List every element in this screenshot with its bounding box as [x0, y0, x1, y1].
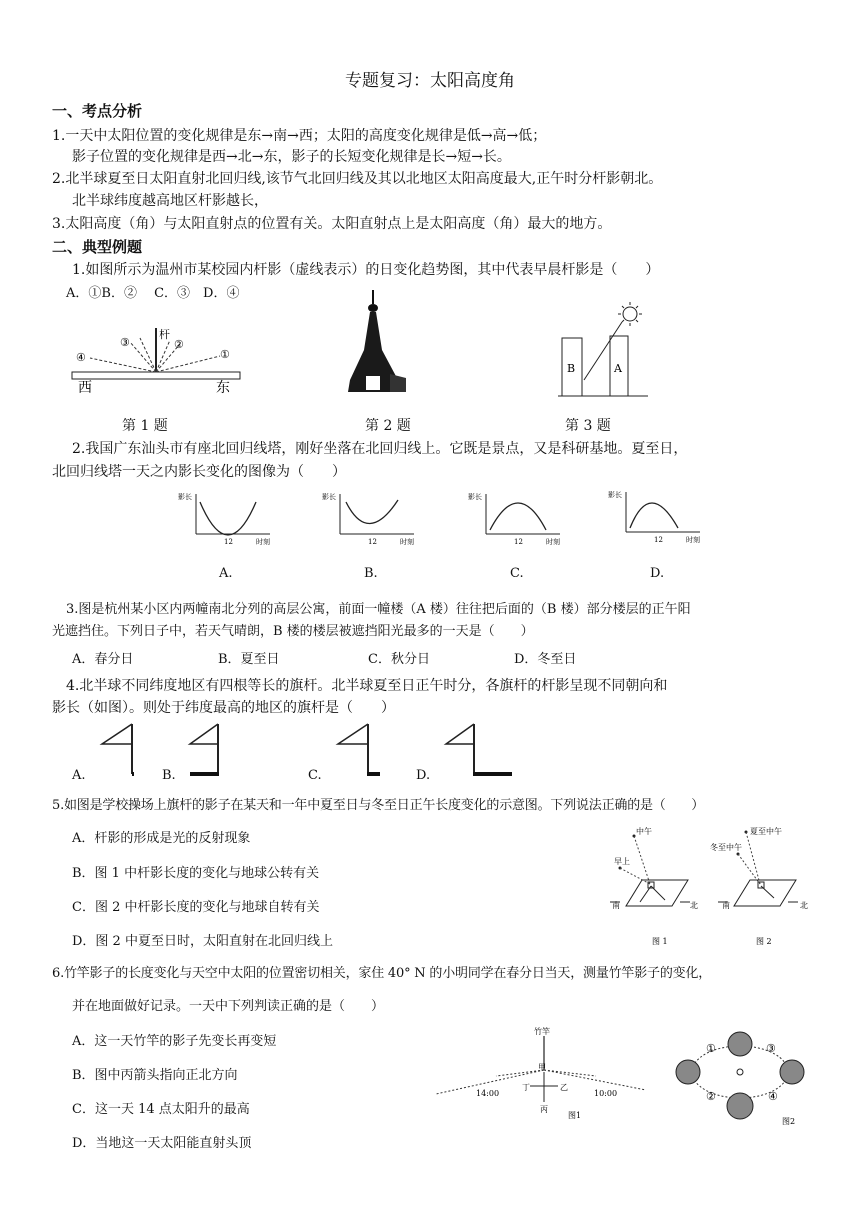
q5-fig1-label: 图 1: [652, 937, 668, 946]
q2-option-a: A.: [219, 566, 233, 581]
section-heading-analysis: 一、考点分析: [52, 102, 143, 120]
q2b-xlabel: 时刻: [400, 538, 414, 546]
q5-option-c: C．图 2 中杆影长度的变化与地球自转有关: [72, 900, 320, 915]
analysis-line-1b: 影子位置的变化规律是西→北→东，影子的长短变化规律是长→短→长。: [72, 149, 511, 165]
q3-building-a-label: A: [614, 362, 622, 375]
q3-option-b: B．夏至日: [218, 652, 280, 667]
q2b-ylabel: 影长: [322, 493, 336, 501]
q6-fig2-label: 图2: [782, 1117, 796, 1126]
q6-mark-1: ①: [706, 1042, 716, 1055]
q5-south-label-2: 南: [722, 901, 730, 910]
q5-north-label-2: 北: [800, 901, 808, 910]
q2c-ylabel: 影长: [468, 493, 482, 501]
q5-summer-label: 夏至中午: [750, 827, 782, 836]
q1-west-label: 西: [78, 380, 92, 396]
q5-noon-label: 中午: [636, 827, 652, 836]
q2a-ylabel: 影长: [178, 493, 192, 501]
analysis-line-2: 2.北半球夏至日太阳直射北回归线,该节气北回归线及其以北地区太阳高度最大,正午时分杆影朝北。: [52, 171, 663, 187]
q6-option-a: A．这一天竹竿的影子先变长再变短: [72, 1034, 277, 1049]
q6-figure-1: [436, 1024, 656, 1124]
q2-option-c: C.: [510, 566, 524, 581]
analysis-line-2b: 北半球纬度越高地区杆影越长，: [72, 193, 268, 209]
q6-fig1-label: 图1: [568, 1111, 582, 1120]
q4-flag-c: [332, 722, 392, 778]
q2-option-d: D.: [650, 566, 665, 581]
q5-south-label-1: 南: [612, 901, 620, 910]
q6-figure-2: [672, 1026, 812, 1126]
caption-q2: 第 2 题: [365, 418, 411, 434]
q5-fig2-label: 图 2: [756, 937, 772, 946]
q6-stem-line-1: 6.竹竿影子的长度变化与天空中太阳的位置密切相关，家住 40° N 的小明同学在春分日当天，测量竹竿影子的变化，: [52, 966, 712, 981]
q6-mark-4: ④: [768, 1090, 778, 1103]
q3-stem-line-1: 3.图是杭州某小区内两幢南北分列的高层公寓，前面一幢楼（A 楼）往往把后面的（B 楼）部分楼层的正午阳: [66, 602, 691, 617]
q6-stem-line-2: 并在地面做好记录。一天中下列判读正确的是（ ）: [72, 999, 385, 1014]
q3-building-b-label: B: [567, 362, 576, 375]
q2d-ylabel: 影长: [608, 491, 622, 499]
q1-stem: 1.如图所示为温州市某校园内杆影（虚线表示）的日变化趋势图，其中代表早晨杆影是（ ）: [72, 262, 660, 278]
q2-graph-a: [178, 490, 278, 550]
q2d-tick: 12: [654, 536, 663, 544]
q1-pole-label: 杆: [159, 328, 170, 341]
section-heading-examples: 二、典型例题: [52, 238, 143, 256]
q1-east-label: 东: [216, 380, 230, 396]
q5-stem: 5.如图是学校操场上旗杆的影子在某天和一年中夏至日与冬至日正午长度变化的示意图。下列说法正确的是（ ）: [52, 798, 705, 813]
q6-bing-label: 丙: [540, 1105, 548, 1114]
q6-t14-label: 14:00: [476, 1089, 500, 1098]
q6-mark-3: ③: [766, 1042, 776, 1055]
analysis-line-3: 3.太阳高度（角）与太阳直射点的位置有关。太阳直射点上是太阳高度（角）最大的地方。: [52, 216, 612, 232]
q1-mark-3: ③: [120, 336, 130, 349]
q2-option-b: B.: [364, 566, 378, 581]
q6-jia-label: 甲: [538, 1063, 546, 1072]
q1-options: A．①B．② C．③ D．④: [66, 286, 240, 301]
q2-graph-d: [608, 488, 708, 548]
q1-pole-shadow-figure: [70, 318, 250, 398]
q2a-tick: 12: [224, 538, 233, 546]
caption-q1: 第 1 题: [122, 418, 168, 434]
q4-option-b: B.: [162, 768, 176, 783]
q6-yi-label: 乙: [560, 1083, 568, 1092]
q3-buildings-figure: [558, 300, 648, 400]
page-title: 专题复习：太阳高度角: [345, 71, 515, 91]
q2a-xlabel: 时刻: [256, 538, 270, 546]
q2d-xlabel: 时刻: [686, 536, 700, 544]
q5-figure: [610, 822, 820, 950]
analysis-line-1: 1.一天中太阳位置的变化规律是东→南→西；太阳的高度变化规律是低→高→低；: [52, 128, 547, 144]
q5-option-a: A．杆影的形成是光的反射现象: [72, 831, 251, 846]
q1-mark-1: ①: [220, 348, 230, 361]
q2c-tick: 12: [514, 538, 523, 546]
q4-option-a: A.: [72, 768, 86, 783]
q4-stem-line-2: 影长（如图）。则处于纬度最高的地区的旗杆是（ ）: [52, 700, 395, 716]
caption-q3: 第 3 题: [565, 418, 611, 434]
q4-option-d: D.: [416, 768, 431, 783]
q2-graph-b: [322, 490, 422, 550]
q6-ding-label: 丁: [522, 1083, 530, 1092]
q5-winter-label: 冬至中午: [710, 843, 742, 852]
q3-stem-line-2: 光遮挡住。下列日子中，若天气晴朗，B 楼的楼层被遮挡阳光最多的一天是（ ）: [52, 624, 534, 639]
q2b-tick: 12: [368, 538, 377, 546]
q2-graph-c: [468, 490, 568, 550]
q1-mark-4: ④: [76, 351, 86, 364]
q3-option-d: D．冬至日: [514, 652, 577, 667]
q4-option-c: C.: [308, 768, 322, 783]
q2-stem-line-1: 2.我国广东汕头市有座北回归线塔，刚好坐落在北回归线上。它既是景点，又是科研基地。夏至日，: [72, 441, 688, 457]
q3-option-c: C．秋分日: [368, 652, 430, 667]
q4-flag-d: [440, 722, 520, 778]
q6-option-d: D．当地这一天太阳能直射头顶: [72, 1136, 252, 1151]
q4-flag-a: [98, 722, 148, 778]
q2-stem-line-2: 北回归线塔一天之内影长变化的图像为（ ）: [52, 464, 346, 480]
q6-pole-label: 竹竿: [534, 1027, 550, 1036]
q3-option-a: A．春分日: [72, 652, 134, 667]
q5-morning-label: 早上: [614, 857, 630, 866]
q5-option-d: D．图 2 中夏至日时，太阳直射在北回归线上: [72, 934, 333, 949]
q1-mark-2: ②: [174, 338, 184, 351]
q4-stem-line-1: 4.北半球不同纬度地区有四根等长的旗杆。北半球夏至日正午时分，各旗杆的杆影呈现不同朝向和: [66, 678, 668, 694]
q6-option-c: C．这一天 14 点太阳升的最高: [72, 1102, 250, 1117]
q6-t10-label: 10:00: [594, 1089, 618, 1098]
q5-north-label-1: 北: [690, 901, 698, 910]
q6-mark-2: ②: [706, 1090, 716, 1103]
q2c-xlabel: 时刻: [546, 538, 560, 546]
q2-tower-figure: [340, 290, 410, 400]
q4-flag-b: [186, 722, 246, 778]
q5-option-b: B．图 1 中杆影长度的变化与地球公转有关: [72, 866, 320, 881]
q6-option-b: B．图中丙箭头指向正北方向: [72, 1068, 238, 1083]
